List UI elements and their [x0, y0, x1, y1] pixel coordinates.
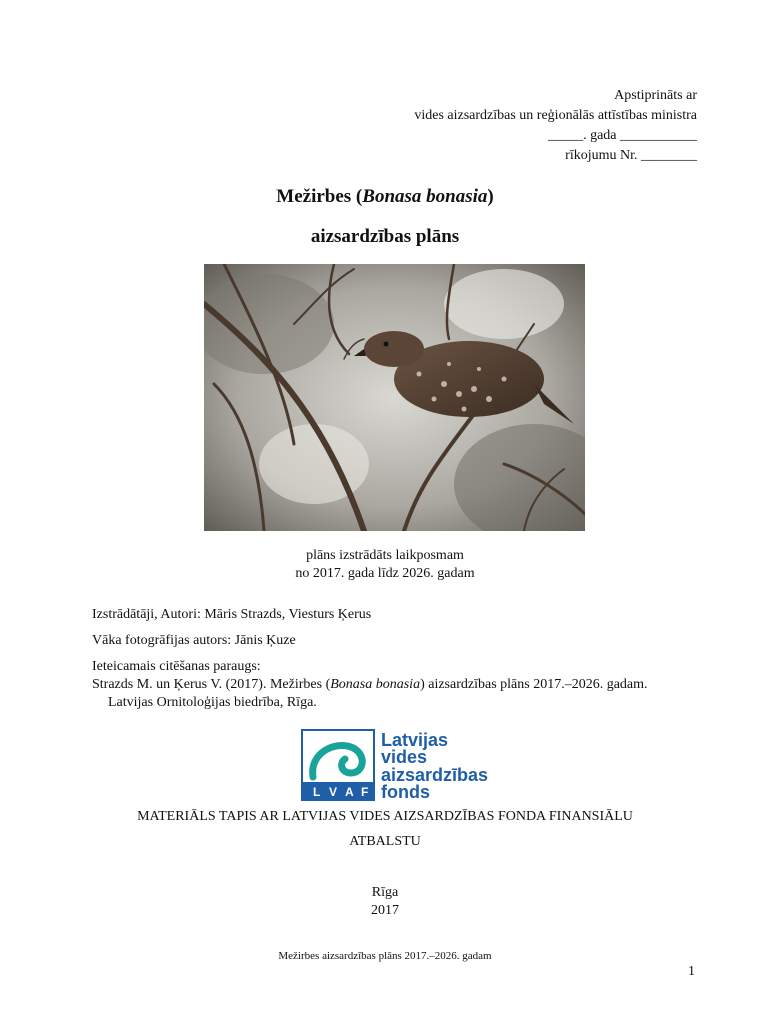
place-text: Rīga	[371, 885, 399, 900]
period-block	[0, 547, 770, 583]
logo-letter-a: A	[345, 785, 354, 799]
logo-line-3: aizsardzības	[381, 765, 489, 785]
logo-letter-f: F	[361, 785, 369, 799]
document-title	[0, 186, 770, 208]
info-block	[92, 606, 692, 712]
approval-line-3: _____. gada ___________	[548, 128, 697, 143]
citation-latin: Bonasa bonasia	[330, 677, 421, 692]
page-number: 1	[688, 964, 695, 979]
citation-post: ) aizsardzības plāns 2017.–2026. gadam. Latvijas Ornitoloģijas biedrība, Rīga.	[108, 677, 648, 710]
support-line-1: MATERIĀLS TAPIS AR LATVIJAS VIDES AIZSARDZĪBAS FONDA FINANSIĀLU	[137, 809, 633, 824]
logo-letter-l: L	[313, 785, 321, 799]
year-text: 2017	[371, 903, 399, 918]
approval-block	[414, 86, 697, 166]
title-prefix: Mežirbes (	[276, 186, 363, 207]
approval-line-2: vides aizsardzības un reģionālās attīstības ministra	[414, 108, 697, 123]
logo-line-1: Latvijas	[381, 730, 449, 750]
period-line-1: plāns izstrādāts laikposmam	[306, 548, 464, 563]
period-line-2: no 2017. gada līdz 2026. gadam	[295, 566, 475, 581]
logo-line-4: fonds	[381, 782, 430, 801]
cover-photo	[204, 264, 585, 531]
title-latin-name: Bonasa bonasia	[362, 186, 488, 207]
logo-line-2: vides	[381, 747, 428, 767]
approval-line-4: rīkojumu Nr. ________	[565, 148, 697, 163]
lvaf-logo	[301, 729, 491, 801]
logo-letter-v: V	[329, 785, 338, 799]
photo-author-line: Vāka fotogrāfijas autors: Jānis Ķuze	[92, 633, 296, 648]
authors-line: Izstrādātāji, Autori: Māris Strazds, Viesturs Ķerus	[92, 607, 372, 622]
page-footer: Mežirbes aizsardzības plāns 2017.–2026. gadam	[278, 950, 492, 962]
citation-text	[92, 676, 692, 712]
place-year-block	[0, 884, 770, 920]
approval-line-1: Apstiprināts ar	[614, 88, 697, 103]
support-line-2: ATBALSTU	[349, 834, 421, 849]
citation-pre: Strazds M. un Ķerus V. (2017). Mežirbes (	[92, 677, 331, 692]
title-suffix: )	[487, 186, 494, 207]
document-subtitle: aizsardzības plāns	[310, 226, 460, 247]
citation-heading: Ieteicamais citēšanas paraugs:	[92, 659, 261, 674]
